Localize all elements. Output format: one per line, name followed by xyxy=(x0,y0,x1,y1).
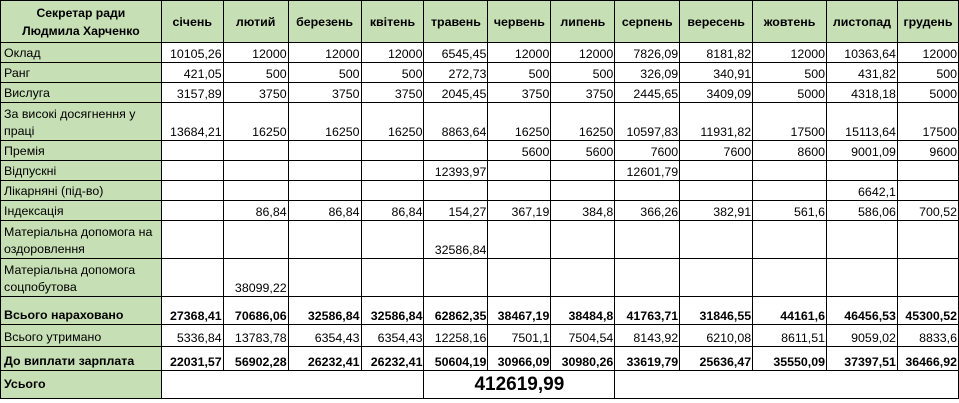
month-header[interactable]: серпень xyxy=(615,1,680,43)
value-cell[interactable] xyxy=(897,221,958,259)
value-cell[interactable] xyxy=(361,141,424,161)
row-label[interactable]: Ранг xyxy=(1,63,162,83)
value-cell[interactable]: 37397,51 xyxy=(827,347,898,371)
total-spacer-cell[interactable] xyxy=(615,371,959,399)
month-header[interactable]: липень xyxy=(551,1,615,43)
value-cell[interactable]: 6545,45 xyxy=(424,43,488,63)
value-cell[interactable]: 384,8 xyxy=(551,201,615,221)
value-cell[interactable] xyxy=(288,141,361,161)
value-cell[interactable] xyxy=(753,259,827,297)
value-cell[interactable]: 86,84 xyxy=(361,201,424,221)
value-cell[interactable] xyxy=(680,181,753,201)
value-cell[interactable]: 9600 xyxy=(897,141,958,161)
value-cell[interactable]: 12258,16 xyxy=(424,325,488,347)
row-label[interactable]: Всього утримано xyxy=(1,325,162,347)
value-cell[interactable]: 12601,79 xyxy=(615,161,680,181)
total-spacer-cell[interactable] xyxy=(161,371,424,399)
value-cell[interactable]: 2045,45 xyxy=(424,83,488,103)
value-cell[interactable]: 38467,19 xyxy=(488,297,551,325)
value-cell[interactable]: 3750 xyxy=(488,83,551,103)
value-cell[interactable]: 38099,22 xyxy=(223,259,288,297)
value-cell[interactable]: 86,84 xyxy=(223,201,288,221)
value-cell[interactable] xyxy=(161,161,223,181)
value-cell[interactable] xyxy=(753,181,827,201)
value-cell[interactable] xyxy=(897,161,958,181)
value-cell[interactable]: 5000 xyxy=(897,83,958,103)
value-cell[interactable]: 7504,54 xyxy=(551,325,615,347)
value-cell[interactable] xyxy=(488,259,551,297)
value-cell[interactable]: 8143,92 xyxy=(615,325,680,347)
value-cell[interactable]: 7826,09 xyxy=(615,43,680,63)
value-cell[interactable]: 5336,84 xyxy=(161,325,223,347)
value-cell[interactable]: 41763,71 xyxy=(615,297,680,325)
value-cell[interactable]: 3409,09 xyxy=(680,83,753,103)
value-cell[interactable]: 9059,02 xyxy=(827,325,898,347)
value-cell[interactable]: 561,6 xyxy=(753,201,827,221)
value-cell[interactable]: 8600 xyxy=(753,141,827,161)
total-row xyxy=(1,371,959,399)
value-cell[interactable]: 421,05 xyxy=(161,63,223,83)
value-cell[interactable]: 8611,51 xyxy=(753,325,827,347)
value-cell[interactable]: 38484,8 xyxy=(551,297,615,325)
row-label[interactable]: Премія xyxy=(1,141,162,161)
value-cell[interactable] xyxy=(161,181,223,201)
value-cell[interactable]: 326,09 xyxy=(615,63,680,83)
value-cell[interactable] xyxy=(897,181,958,201)
value-cell[interactable]: 32586,84 xyxy=(361,297,424,325)
value-cell[interactable]: 7600 xyxy=(680,141,753,161)
value-cell[interactable] xyxy=(680,161,753,181)
value-cell[interactable] xyxy=(361,221,424,259)
corner-title-line-2: Людмила Харченко xyxy=(22,23,140,38)
data-row xyxy=(1,221,959,259)
data-row xyxy=(1,83,959,103)
row-label[interactable]: Матеріальна допомога соцпобутова xyxy=(1,259,162,297)
data-row xyxy=(1,181,959,201)
value-cell[interactable]: 62862,35 xyxy=(424,297,488,325)
value-cell[interactable]: 6642,1 xyxy=(827,181,898,201)
value-cell[interactable] xyxy=(488,221,551,259)
month-header[interactable]: листопад xyxy=(827,1,898,43)
value-cell[interactable] xyxy=(161,141,223,161)
value-cell[interactable]: 15113,64 xyxy=(827,103,898,141)
corner-title-line-1: Секретар ради xyxy=(36,5,126,20)
row-label[interactable]: Індексація xyxy=(1,201,162,221)
value-cell[interactable]: 8833,6 xyxy=(897,325,958,347)
value-cell[interactable]: 16250 xyxy=(361,103,424,141)
value-cell[interactable] xyxy=(288,181,361,201)
value-cell[interactable] xyxy=(161,201,223,221)
value-cell[interactable]: 12000 xyxy=(897,43,958,63)
value-cell[interactable] xyxy=(424,141,488,161)
value-cell[interactable]: 13783,78 xyxy=(223,325,288,347)
month-header[interactable]: жовтень xyxy=(753,1,827,43)
value-cell[interactable] xyxy=(361,181,424,201)
value-cell[interactable] xyxy=(615,221,680,259)
month-header[interactable]: січень xyxy=(161,1,223,43)
value-cell[interactable] xyxy=(551,221,615,259)
data-row xyxy=(1,201,959,221)
value-cell[interactable] xyxy=(488,161,551,181)
value-cell[interactable]: 46456,53 xyxy=(827,297,898,325)
value-cell[interactable]: 2445,65 xyxy=(615,83,680,103)
value-cell[interactable]: 9001,09 xyxy=(827,141,898,161)
value-cell[interactable] xyxy=(680,259,753,297)
value-cell[interactable]: 45300,52 xyxy=(897,297,958,325)
value-cell[interactable]: 5600 xyxy=(488,141,551,161)
value-cell[interactable] xyxy=(827,259,898,297)
value-cell[interactable]: 11931,82 xyxy=(680,103,753,141)
value-cell[interactable]: 17500 xyxy=(753,103,827,141)
value-cell[interactable] xyxy=(223,221,288,259)
value-cell[interactable]: 16250 xyxy=(488,103,551,141)
value-cell[interactable]: 7600 xyxy=(615,141,680,161)
value-cell[interactable] xyxy=(161,221,223,259)
value-cell[interactable] xyxy=(753,221,827,259)
value-cell[interactable] xyxy=(680,221,753,259)
value-cell[interactable]: 7501,1 xyxy=(488,325,551,347)
corner-title-cell[interactable] xyxy=(1,1,162,43)
value-cell[interactable] xyxy=(424,181,488,201)
value-cell[interactable]: 32586,84 xyxy=(288,297,361,325)
data-row xyxy=(1,325,959,347)
value-cell[interactable]: 3750 xyxy=(288,83,361,103)
value-cell[interactable] xyxy=(288,161,361,181)
month-header[interactable]: травень xyxy=(424,1,488,43)
value-cell[interactable] xyxy=(161,259,223,297)
value-cell[interactable]: 30980,26 xyxy=(551,347,615,371)
value-cell[interactable] xyxy=(827,161,898,181)
value-cell[interactable]: 26232,41 xyxy=(288,347,361,371)
value-cell[interactable]: 500 xyxy=(488,63,551,83)
value-cell[interactable]: 31846,55 xyxy=(680,297,753,325)
value-cell[interactable]: 586,06 xyxy=(827,201,898,221)
value-cell[interactable]: 500 xyxy=(551,63,615,83)
data-row xyxy=(1,161,959,181)
value-cell[interactable] xyxy=(223,181,288,201)
header-row xyxy=(1,1,959,43)
value-cell[interactable] xyxy=(551,161,615,181)
row-label[interactable]: Лікарняні (під-во) xyxy=(1,181,162,201)
value-cell[interactable]: 500 xyxy=(753,63,827,83)
value-cell[interactable]: 12000 xyxy=(551,43,615,63)
value-cell[interactable]: 12000 xyxy=(753,43,827,63)
value-cell[interactable]: 500 xyxy=(897,63,958,83)
value-cell[interactable]: 30966,09 xyxy=(488,347,551,371)
value-cell[interactable]: 5600 xyxy=(551,141,615,161)
value-cell[interactable]: 3750 xyxy=(223,83,288,103)
value-cell[interactable] xyxy=(223,161,288,181)
value-cell[interactable]: 16250 xyxy=(288,103,361,141)
value-cell[interactable]: 33619,79 xyxy=(615,347,680,371)
value-cell[interactable]: 44161,6 xyxy=(753,297,827,325)
value-cell[interactable]: 272,73 xyxy=(424,63,488,83)
value-cell[interactable] xyxy=(897,259,958,297)
value-cell[interactable]: 12000 xyxy=(361,43,424,63)
value-cell[interactable] xyxy=(488,181,551,201)
value-cell[interactable]: 86,84 xyxy=(288,201,361,221)
value-cell[interactable]: 6210,08 xyxy=(680,325,753,347)
row-label[interactable]: До виплати зарплата xyxy=(1,347,162,371)
data-row xyxy=(1,141,959,161)
value-cell[interactable]: 3750 xyxy=(361,83,424,103)
value-cell[interactable]: 25636,47 xyxy=(680,347,753,371)
value-cell[interactable]: 3157,89 xyxy=(161,83,223,103)
value-cell[interactable]: 366,26 xyxy=(615,201,680,221)
value-cell[interactable]: 32586,84 xyxy=(424,221,488,259)
data-row xyxy=(1,297,959,325)
total-label[interactable]: Усього xyxy=(1,371,162,399)
value-cell[interactable]: 4318,18 xyxy=(827,83,898,103)
value-cell[interactable] xyxy=(424,259,488,297)
value-cell[interactable]: 10363,64 xyxy=(827,43,898,63)
value-cell[interactable]: 8863,64 xyxy=(424,103,488,141)
value-cell[interactable]: 5000 xyxy=(753,83,827,103)
value-cell[interactable]: 500 xyxy=(361,63,424,83)
data-row xyxy=(1,259,959,297)
row-label[interactable]: Всього нараховано xyxy=(1,297,162,325)
row-label[interactable]: Вислуга xyxy=(1,83,162,103)
value-cell[interactable]: 6354,43 xyxy=(288,325,361,347)
month-header[interactable]: лютий xyxy=(223,1,288,43)
value-cell[interactable]: 26232,41 xyxy=(361,347,424,371)
value-cell[interactable]: 500 xyxy=(288,63,361,83)
month-header[interactable]: вересень xyxy=(680,1,753,43)
row-label[interactable]: За високі досягнення у праці xyxy=(1,103,162,141)
value-cell[interactable]: 16250 xyxy=(223,103,288,141)
value-cell[interactable] xyxy=(827,221,898,259)
value-cell[interactable]: 50604,19 xyxy=(424,347,488,371)
value-cell[interactable]: 3750 xyxy=(551,83,615,103)
value-cell[interactable]: 12000 xyxy=(288,43,361,63)
value-cell[interactable]: 382,91 xyxy=(680,201,753,221)
row-label[interactable]: Оклад xyxy=(1,43,162,63)
value-cell[interactable]: 17500 xyxy=(897,103,958,141)
month-header[interactable]: квітень xyxy=(361,1,424,43)
data-row xyxy=(1,347,959,371)
value-cell[interactable] xyxy=(223,141,288,161)
value-cell[interactable] xyxy=(288,259,361,297)
value-cell[interactable]: 12000 xyxy=(223,43,288,63)
value-cell[interactable]: 10105,26 xyxy=(161,43,223,63)
value-cell[interactable]: 35550,09 xyxy=(753,347,827,371)
value-cell[interactable]: 367,19 xyxy=(488,201,551,221)
month-header[interactable]: березень xyxy=(288,1,361,43)
value-cell[interactable] xyxy=(361,161,424,181)
value-cell[interactable] xyxy=(551,259,615,297)
value-cell[interactable] xyxy=(361,259,424,297)
grand-total-value[interactable]: 412619,99 xyxy=(424,371,615,399)
value-cell[interactable]: 154,27 xyxy=(424,201,488,221)
value-cell[interactable]: 6354,43 xyxy=(361,325,424,347)
value-cell[interactable] xyxy=(551,181,615,201)
data-row xyxy=(1,43,959,63)
value-cell[interactable] xyxy=(288,221,361,259)
value-cell[interactable]: 340,91 xyxy=(680,63,753,83)
month-header[interactable]: червень xyxy=(488,1,551,43)
value-cell[interactable] xyxy=(615,181,680,201)
value-cell[interactable]: 431,82 xyxy=(827,63,898,83)
value-cell[interactable]: 16250 xyxy=(551,103,615,141)
value-cell[interactable] xyxy=(615,259,680,297)
value-cell[interactable]: 22031,57 xyxy=(161,347,223,371)
value-cell[interactable]: 8181,82 xyxy=(680,43,753,63)
value-cell[interactable] xyxy=(753,161,827,181)
value-cell[interactable]: 12393,97 xyxy=(424,161,488,181)
value-cell[interactable]: 10597,83 xyxy=(615,103,680,141)
value-cell[interactable]: 12000 xyxy=(488,43,551,63)
row-label[interactable]: Матеріальна допомога на оздоровлення xyxy=(1,221,162,259)
value-cell[interactable]: 70686,06 xyxy=(223,297,288,325)
value-cell[interactable]: 56902,28 xyxy=(223,347,288,371)
month-header[interactable]: грудень xyxy=(897,1,958,43)
value-cell[interactable]: 700,52 xyxy=(897,201,958,221)
data-row xyxy=(1,63,959,83)
value-cell[interactable]: 36466,92 xyxy=(897,347,958,371)
value-cell[interactable]: 13684,21 xyxy=(161,103,223,141)
row-label[interactable]: Відпускні xyxy=(1,161,162,181)
value-cell[interactable]: 27368,41 xyxy=(161,297,223,325)
data-row xyxy=(1,103,959,141)
value-cell[interactable]: 500 xyxy=(223,63,288,83)
